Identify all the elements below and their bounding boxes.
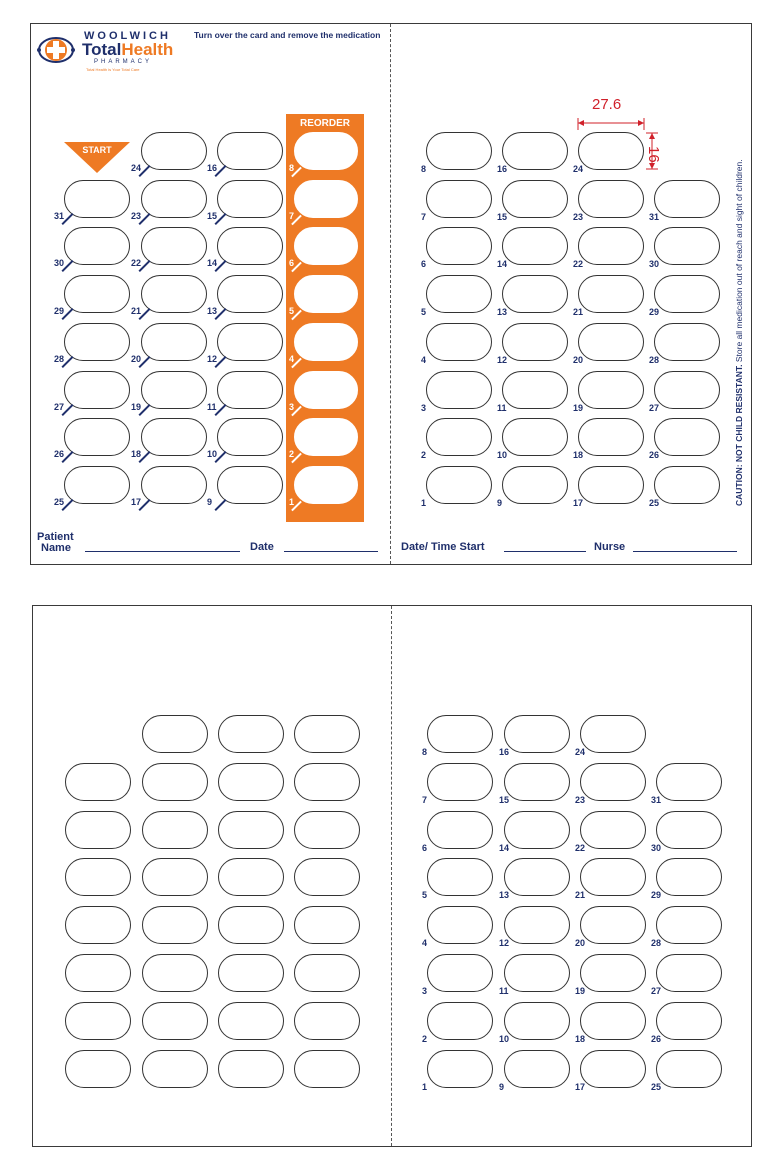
day-number: 28 — [54, 353, 65, 364]
day-number: 5 — [422, 890, 428, 901]
blister-cell[interactable] — [294, 811, 360, 849]
blister-cell[interactable] — [656, 858, 722, 896]
blister-cell[interactable] — [504, 1050, 570, 1088]
blister-cell[interactable] — [426, 323, 492, 361]
dimension-width-label: 27.6 — [592, 96, 622, 113]
date-time-start-field[interactable] — [504, 551, 586, 552]
blister-cell[interactable] — [656, 763, 722, 801]
blister-cell[interactable] — [504, 715, 570, 753]
day-number: 30 — [54, 258, 65, 269]
day-number: 27 — [54, 401, 65, 412]
day-number: 21 — [131, 306, 142, 317]
blister-cell[interactable] — [656, 811, 722, 849]
blister-cell[interactable] — [580, 954, 646, 992]
day-number: 6 — [421, 259, 427, 270]
day-number: 10 — [207, 449, 218, 460]
day-number: 14 — [497, 259, 508, 270]
day-number: 2 — [422, 1033, 428, 1044]
reorder-number: 1 — [289, 496, 295, 507]
day-number: 12 — [207, 353, 218, 364]
reorder-blister-cell[interactable] — [294, 466, 358, 504]
day-number: 23 — [573, 211, 584, 222]
day-number: 1 — [421, 497, 427, 508]
blister-cell[interactable] — [654, 371, 720, 409]
reorder-label: REORDER — [299, 118, 350, 129]
day-number: 26 — [649, 450, 660, 461]
start-arrow — [64, 142, 130, 174]
instruction-text: Turn over the card and remove the medication — [194, 30, 381, 40]
day-number: 26 — [54, 449, 65, 460]
blister-cell[interactable] — [217, 227, 283, 265]
blister-cell[interactable] — [504, 906, 570, 944]
blister-cell[interactable] — [656, 1050, 722, 1088]
blister-cell[interactable] — [502, 323, 568, 361]
blister-cell[interactable] — [142, 811, 208, 849]
blister-cell[interactable] — [426, 466, 492, 504]
day-number: 30 — [651, 842, 662, 853]
blister-cell[interactable] — [64, 180, 130, 218]
day-number: 23 — [131, 210, 142, 221]
blister-cell[interactable] — [580, 1002, 646, 1040]
blister-cell[interactable] — [218, 1002, 284, 1040]
day-number: 21 — [573, 307, 584, 318]
blister-cell[interactable] — [294, 715, 360, 753]
day-number: 27 — [651, 986, 662, 996]
blister-cell[interactable] — [64, 418, 130, 456]
blister-cell[interactable] — [578, 418, 644, 456]
blister-cell[interactable] — [578, 323, 644, 361]
blister-cell[interactable] — [580, 763, 646, 801]
day-number: 31 — [54, 210, 65, 221]
pharmacy-cross-icon — [36, 30, 80, 70]
blister-cell[interactable] — [427, 858, 493, 896]
day-number: 7 — [421, 211, 427, 222]
day-number: 14 — [207, 258, 218, 269]
blister-cell[interactable] — [427, 763, 493, 801]
blister-cell[interactable] — [142, 954, 208, 992]
day-number: 13 — [497, 307, 508, 318]
blister-cell[interactable] — [502, 132, 568, 170]
date-label: Date — [250, 541, 274, 553]
blister-cell[interactable] — [427, 1002, 493, 1040]
logo-total: Total — [82, 40, 122, 59]
blister-cell[interactable] — [580, 906, 646, 944]
day-number: 12 — [499, 938, 510, 949]
patient-label: Patient — [37, 531, 74, 543]
blister-cell[interactable] — [504, 954, 570, 992]
day-number: 25 — [649, 497, 660, 508]
blister-cell[interactable] — [141, 275, 207, 313]
day-number: 5 — [421, 307, 427, 318]
day-number: 18 — [573, 450, 584, 461]
blister-cell[interactable] — [502, 371, 568, 409]
blister-cell[interactable] — [217, 418, 283, 456]
day-number: 9 — [497, 497, 503, 508]
blister-cell[interactable] — [217, 180, 283, 218]
reorder-blister-cell[interactable] — [294, 418, 358, 456]
blister-cell[interactable] — [217, 371, 283, 409]
patient-name-field[interactable] — [85, 551, 240, 552]
day-number: 14 — [499, 842, 510, 853]
day-number: 20 — [575, 938, 586, 949]
blister-cell[interactable] — [578, 466, 644, 504]
blister-cell[interactable] — [141, 227, 207, 265]
blister-cell[interactable] — [142, 858, 208, 896]
day-number: 22 — [575, 842, 586, 853]
blister-cell[interactable] — [654, 323, 720, 361]
blister-cell[interactable] — [580, 811, 646, 849]
name-label: Name — [41, 542, 71, 554]
day-number: 19 — [131, 401, 142, 412]
blister-cell[interactable] — [141, 323, 207, 361]
blister-cell[interactable] — [504, 811, 570, 849]
dimension-arrows-icon — [574, 96, 684, 176]
day-number: 24 — [573, 164, 584, 174]
blister-cell[interactable] — [64, 466, 130, 504]
day-number: 8 — [421, 164, 427, 174]
day-number: 16 — [497, 164, 508, 174]
blister-cell[interactable] — [65, 1050, 131, 1088]
day-number: 12 — [497, 354, 508, 365]
day-number: 11 — [497, 402, 507, 413]
blister-cell[interactable] — [294, 858, 360, 896]
day-number: 15 — [499, 794, 510, 805]
blister-cell[interactable] — [64, 323, 130, 361]
day-number: 16 — [499, 747, 510, 757]
blister-cell[interactable] — [65, 1002, 131, 1040]
day-number: 31 — [651, 794, 662, 805]
day-number: 19 — [575, 986, 586, 996]
blister-cell[interactable] — [218, 858, 284, 896]
blister-cell[interactable] — [654, 227, 720, 265]
day-number: 29 — [651, 890, 662, 901]
blister-cell[interactable] — [217, 132, 283, 170]
day-number: 24 — [575, 747, 586, 757]
blister-cell[interactable] — [217, 466, 283, 504]
blister-cell[interactable] — [218, 763, 284, 801]
day-number: 20 — [131, 353, 142, 364]
day-number: 2 — [421, 450, 427, 461]
blister-cell[interactable] — [294, 954, 360, 992]
nurse-field[interactable] — [633, 551, 737, 552]
day-number: 9 — [499, 1081, 505, 1092]
date-time-start-label: Date/ Time Start — [401, 541, 485, 553]
blister-cell[interactable] — [218, 1050, 284, 1088]
blister-cell[interactable] — [578, 275, 644, 313]
blister-cell[interactable] — [580, 858, 646, 896]
day-number: 27 — [649, 402, 660, 413]
day-number: 17 — [131, 496, 142, 507]
blister-cell[interactable] — [65, 811, 131, 849]
day-number: 17 — [573, 497, 584, 508]
start-label: START — [82, 145, 112, 155]
blister-cell[interactable] — [504, 858, 570, 896]
caution-bold: CAUTION: NOT CHILD RESISTANT. — [734, 364, 744, 506]
blister-cell[interactable] — [504, 1002, 570, 1040]
blister-cell[interactable] — [64, 371, 130, 409]
day-number: 13 — [207, 306, 218, 317]
reorder-number: 7 — [289, 210, 295, 221]
day-number: 3 — [422, 986, 428, 996]
blister-cell[interactable] — [427, 954, 493, 992]
blister-cell[interactable] — [427, 1050, 493, 1088]
blister-cell[interactable] — [218, 954, 284, 992]
day-number: 3 — [421, 402, 427, 413]
day-number: 29 — [54, 306, 65, 317]
blister-cell[interactable] — [502, 275, 568, 313]
blister-cell[interactable] — [426, 180, 492, 218]
blister-cell[interactable] — [580, 1050, 646, 1088]
blister-cell[interactable] — [504, 763, 570, 801]
day-number: 4 — [421, 354, 427, 365]
blister-cell[interactable] — [65, 954, 131, 992]
blister-cell[interactable] — [294, 906, 360, 944]
logo-tagline: Total Health is Your Total Care — [86, 67, 140, 72]
day-number: 9 — [207, 496, 213, 507]
blister-cell[interactable] — [426, 132, 492, 170]
reorder-blister-cell[interactable] — [294, 323, 358, 361]
day-number: 19 — [573, 402, 584, 413]
blister-cell[interactable] — [502, 227, 568, 265]
logo-pharmacy: PHARMACY — [94, 59, 153, 65]
reorder-number: 8 — [289, 163, 295, 173]
caution-normal: Store all medication out of reach and sight of children. — [734, 159, 744, 363]
blister-cell[interactable] — [64, 275, 130, 313]
date-field[interactable] — [284, 551, 378, 552]
blister-cell[interactable] — [65, 858, 131, 896]
back-card-fold-line — [391, 606, 392, 1146]
blister-cell[interactable] — [141, 180, 207, 218]
pharmacy-logo — [36, 28, 186, 74]
blister-cell[interactable] — [502, 180, 568, 218]
reorder-number: 2 — [289, 449, 295, 460]
blister-cell[interactable] — [141, 371, 207, 409]
blister-cell[interactable] — [427, 811, 493, 849]
blister-cell[interactable] — [64, 227, 130, 265]
reorder-number: 5 — [289, 306, 295, 317]
blister-cell[interactable] — [654, 180, 720, 218]
day-number: 8 — [422, 747, 428, 757]
blister-cell[interactable] — [426, 418, 492, 456]
reorder-blister-cell[interactable] — [294, 275, 358, 313]
day-number: 6 — [422, 842, 428, 853]
blister-cell[interactable] — [654, 275, 720, 313]
blister-cell[interactable] — [578, 180, 644, 218]
blister-cell[interactable] — [294, 1002, 360, 1040]
day-number: 10 — [499, 1033, 510, 1044]
blister-cell[interactable] — [142, 715, 208, 753]
blister-cell[interactable] — [578, 371, 644, 409]
blister-cell[interactable] — [502, 418, 568, 456]
day-number: 23 — [575, 794, 586, 805]
day-number: 25 — [651, 1081, 662, 1092]
blister-cell[interactable] — [141, 132, 207, 170]
blister-cell[interactable] — [427, 906, 493, 944]
day-number: 4 — [422, 938, 428, 949]
blister-cell[interactable] — [294, 763, 360, 801]
day-number: 11 — [499, 986, 509, 996]
day-number: 21 — [575, 890, 586, 901]
blister-cell[interactable] — [141, 418, 207, 456]
reorder-number: 4 — [289, 353, 295, 364]
day-number: 15 — [497, 211, 508, 222]
day-number: 28 — [649, 354, 660, 365]
day-number: 18 — [131, 449, 142, 460]
day-number: 17 — [575, 1081, 586, 1092]
reorder-number: 3 — [289, 401, 295, 412]
blister-cell[interactable] — [427, 715, 493, 753]
blister-cell[interactable] — [578, 227, 644, 265]
day-number: 18 — [575, 1033, 586, 1044]
blister-cell[interactable] — [218, 715, 284, 753]
blister-cell[interactable] — [65, 906, 131, 944]
nurse-label: Nurse — [594, 541, 626, 553]
blister-cell[interactable] — [294, 1050, 360, 1088]
blister-cell[interactable] — [142, 1002, 208, 1040]
dimension-height-label: 16 — [645, 146, 662, 163]
blister-cell[interactable] — [654, 466, 720, 504]
day-number: 7 — [422, 794, 428, 805]
reorder-number: 6 — [289, 258, 295, 269]
blister-cell[interactable] — [502, 466, 568, 504]
blister-cell[interactable] — [656, 1002, 722, 1040]
day-number: 25 — [54, 496, 65, 507]
day-number: 15 — [207, 210, 218, 221]
reorder-blister-cell[interactable] — [294, 132, 358, 170]
blister-cell[interactable] — [656, 906, 722, 944]
day-number: 31 — [649, 211, 660, 222]
blister-cell[interactable] — [654, 418, 720, 456]
day-number: 1 — [422, 1081, 428, 1092]
blister-cell[interactable] — [141, 466, 207, 504]
day-number: 16 — [207, 163, 218, 173]
day-number: 26 — [651, 1033, 662, 1044]
day-number: 22 — [131, 258, 142, 269]
logo-line1: WOOLWICH — [84, 30, 171, 42]
blister-cell[interactable] — [218, 906, 284, 944]
day-number: 13 — [499, 890, 510, 901]
caution-text — [734, 46, 744, 506]
day-number: 10 — [497, 450, 508, 461]
blister-cell[interactable] — [142, 906, 208, 944]
day-number: 20 — [573, 354, 584, 365]
blister-cell[interactable] — [426, 275, 492, 313]
blister-cell[interactable] — [426, 371, 492, 409]
day-number: 11 — [207, 401, 217, 412]
reorder-blister-cell[interactable] — [294, 227, 358, 265]
blister-cell[interactable] — [426, 227, 492, 265]
reorder-blister-cell[interactable] — [294, 180, 358, 218]
dimension-annotation — [574, 96, 684, 176]
blister-cell[interactable] — [656, 954, 722, 992]
logo-health: Health — [121, 40, 174, 59]
day-number: 30 — [649, 259, 660, 270]
blister-cell[interactable] — [65, 763, 131, 801]
blister-cell[interactable] — [142, 763, 208, 801]
reorder-strip — [286, 114, 364, 522]
day-number: 28 — [651, 938, 662, 949]
day-number: 29 — [649, 307, 660, 318]
blister-cell[interactable] — [142, 1050, 208, 1088]
blister-cell[interactable] — [217, 275, 283, 313]
day-number: 24 — [131, 163, 142, 173]
reorder-blister-cell[interactable] — [294, 371, 358, 409]
blister-cell[interactable] — [218, 811, 284, 849]
blister-cell[interactable] — [217, 323, 283, 361]
front-card-fold-line — [390, 24, 391, 564]
day-number: 22 — [573, 259, 584, 270]
blister-cell[interactable] — [580, 715, 646, 753]
